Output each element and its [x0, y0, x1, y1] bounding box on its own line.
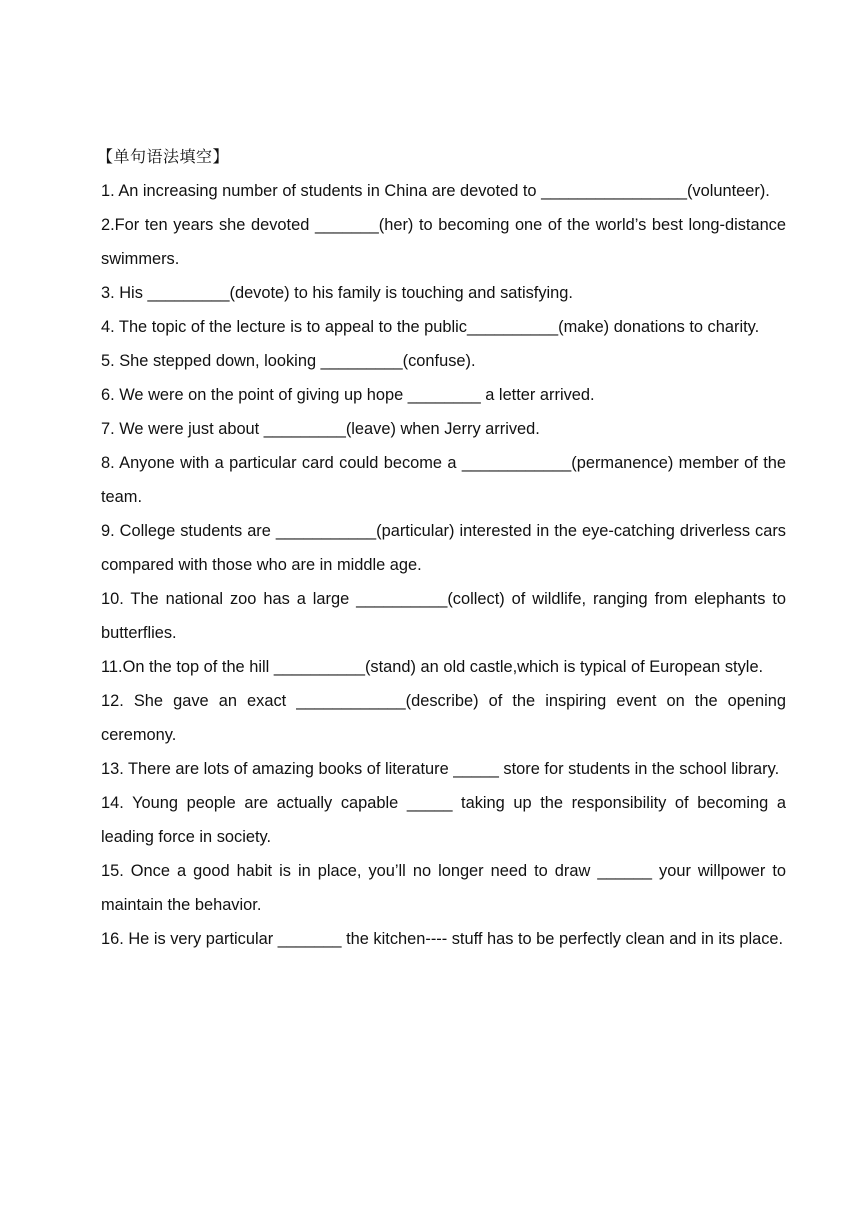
question-item: 12. She gave an exact ____________(describe) of the inspiring event on the opening ceremony.	[101, 692, 786, 744]
document-body	[97, 140, 786, 956]
question-item: 13. There are lots of amazing books of literature _____ store for students in the school library.	[101, 760, 780, 778]
question-item: 3. His _________(devote) to his family is touching and satisfying.	[101, 284, 573, 302]
question-item: 14. Young people are actually capable _____ taking up the responsibility of becoming a leading force in society.	[101, 794, 786, 846]
question-item: 1. An increasing number of students in China are devoted to ________________(volunteer).	[101, 182, 770, 200]
question-item: 6. We were on the point of giving up hope ________ a letter arrived.	[101, 386, 595, 404]
question-item: 4. The topic of the lecture is to appeal to the public__________(make) donations to charity.	[101, 318, 760, 336]
section-title: 【单句语法填空】	[97, 147, 230, 166]
question-item: 7. We were just about _________(leave) when Jerry arrived.	[101, 420, 540, 438]
question-item: 2.For ten years she devoted _______(her) to becoming one of the world’s best long-distance swimmers.	[101, 216, 786, 268]
question-item: 11.On the top of the hill __________(stand) an old castle,which is typical of European style.	[101, 658, 764, 676]
question-item: 5. She stepped down, looking _________(confuse).	[101, 352, 476, 370]
question-item: 15. Once a good habit is in place, you’ll no longer need to draw ______ your willpower to maintain the behavior.	[101, 862, 786, 914]
question-item: 10. The national zoo has a large __________(collect) of wildlife, ranging from elephants to butterflies.	[101, 590, 786, 642]
question-item: 9. College students are ___________(particular) interested in the eye-catching driverless cars compared with those who are in middle age.	[101, 522, 786, 574]
question-item: 16. He is very particular _______ the kitchen---- stuff has to be perfectly clean and in its place.	[101, 930, 784, 948]
question-item: 8. Anyone with a particular card could become a ____________(permanence) member of the team.	[101, 454, 786, 506]
